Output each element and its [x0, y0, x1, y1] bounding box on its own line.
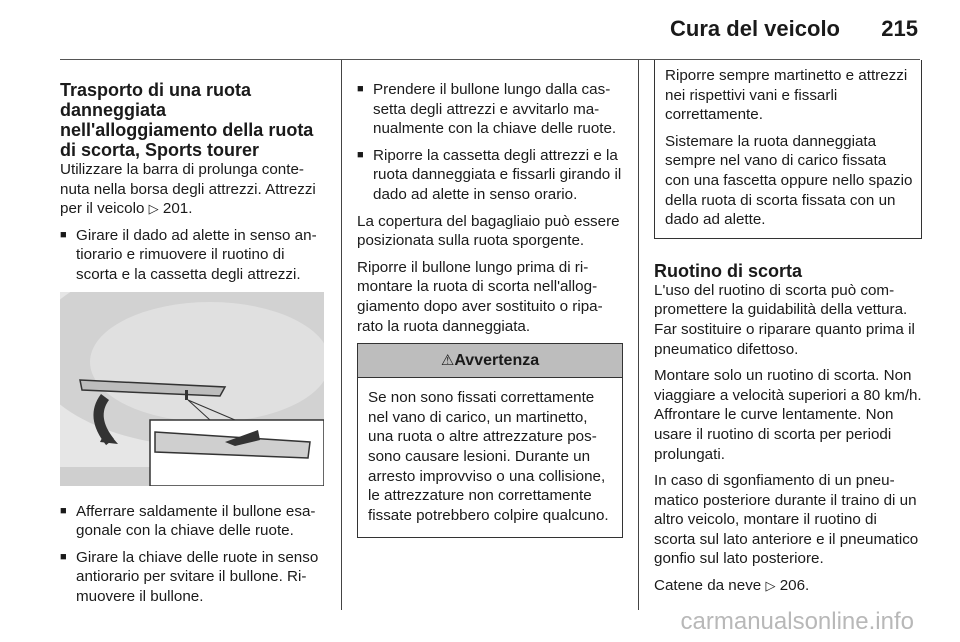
page-ref: 201. [162, 200, 193, 218]
box-paragraph: Riporre sempre martinetto e attrezzi nei rispettivi vani e fissarli correttamente. [665, 67, 908, 124]
watermark: carmanualsonline.info [680, 608, 914, 635]
page-ref: 206. [779, 577, 810, 595]
spare-wheel-illustration [60, 292, 324, 486]
column-1 [60, 80, 326, 614]
section-heading: Trasporto di una ruota danneggiata nell'alloggiamento della ruota di scorta, Sports tourer [60, 80, 314, 160]
intro-paragraph [60, 160, 326, 219]
paragraph [654, 576, 922, 596]
paragraph: La copertura del bagagliaio può essere posizionata sulla ruota sporgente. [357, 212, 620, 250]
spare-wheel-drawing [60, 292, 324, 486]
list-item: ■ Girare il dado ad alette in senso antiorario e rimuovere il ruotino di scorta e la cassetta degli attrezzi. [60, 226, 326, 285]
paragraph: Montare solo un ruotino di scorta. Non viaggiare a velocità superiori a 80 km/h. Affrontare le curve lentamente. Non usare il ruotino di scorta per periodi prolungati. [654, 367, 922, 463]
step-list [357, 80, 623, 205]
warning-icon: ⚠ [440, 351, 455, 370]
column-2 [357, 80, 623, 538]
page-ref-arrow-icon: ▷ [148, 201, 159, 217]
paragraph-text: Catene da neve [654, 577, 762, 595]
warning-header [358, 344, 622, 378]
paragraph: In caso di sgonfiamento di un pneumatico posteriore durante il traino di un altro veicolo, montare il ruotino di scorta sul lato anteriore e il pneumatico gonfio sul lato posteriore. [654, 472, 919, 568]
step-list [60, 502, 326, 607]
page-header [0, 0, 960, 60]
list-item: ■ Girare la chiave delle ruote in senso antiorario per svitare il bullone. Rimuovere il bullone. [60, 548, 326, 607]
box-paragraph: Sistemare la ruota danneggiata sempre nel vano di carico fissata con una fascetta oppure nello spazio della ruota di scorta fissata con un dado ad alette. [665, 132, 913, 229]
step-list [60, 226, 326, 285]
page-ref-arrow-icon: ▷ [765, 578, 776, 594]
section-heading: Ruotino di scorta [654, 260, 802, 281]
section-title: Cura del veicolo [670, 16, 840, 41]
list-item: ■ Afferrare saldamente il bullone esagonale con la chiave delle ruote. [60, 502, 326, 541]
intro-text: Utilizzare la barra di prolunga contenuta nella borsa degli attrezzi. Attrezzi per il veicolo [60, 161, 316, 218]
paragraph: Riporre il bullone lungo prima di rimontare la ruota di scorta nell'alloggiamento dopo aver sostituito o riparato la ruota danneggiata. [357, 258, 603, 335]
warning-text: Se non sono fissati correttamente nel vano di carico, un martinetto, una ruota o altre attrezzature possono causare lesioni. Durante un arresto improvviso o una collisione, le attrezzature non correttamente fissate potrebbero colpire qualcuno. [368, 389, 609, 524]
list-item: ■ Riporre la cassetta degli attrezzi e la ruota danneggiata e fissarli girando il dado ad alette in senso orario. [357, 146, 623, 205]
list-item: ■ Prendere il bullone lungo dalla cassetta degli attrezzi e avvitarlo manualmente con la chiave delle ruote. [357, 80, 623, 139]
paragraph: L'uso del ruotino di scorta può compromettere la guidabilità della vettura. Far sostituire o riparare quanto prima il pneumatico difettoso. [654, 281, 915, 358]
page-number: 215 [881, 16, 918, 41]
column-divider [341, 60, 342, 610]
warning-box [357, 343, 623, 538]
column-divider [638, 60, 639, 610]
warning-title: Avvertenza [454, 352, 540, 370]
warning-continuation-box [654, 60, 922, 239]
column-3 [654, 67, 922, 603]
